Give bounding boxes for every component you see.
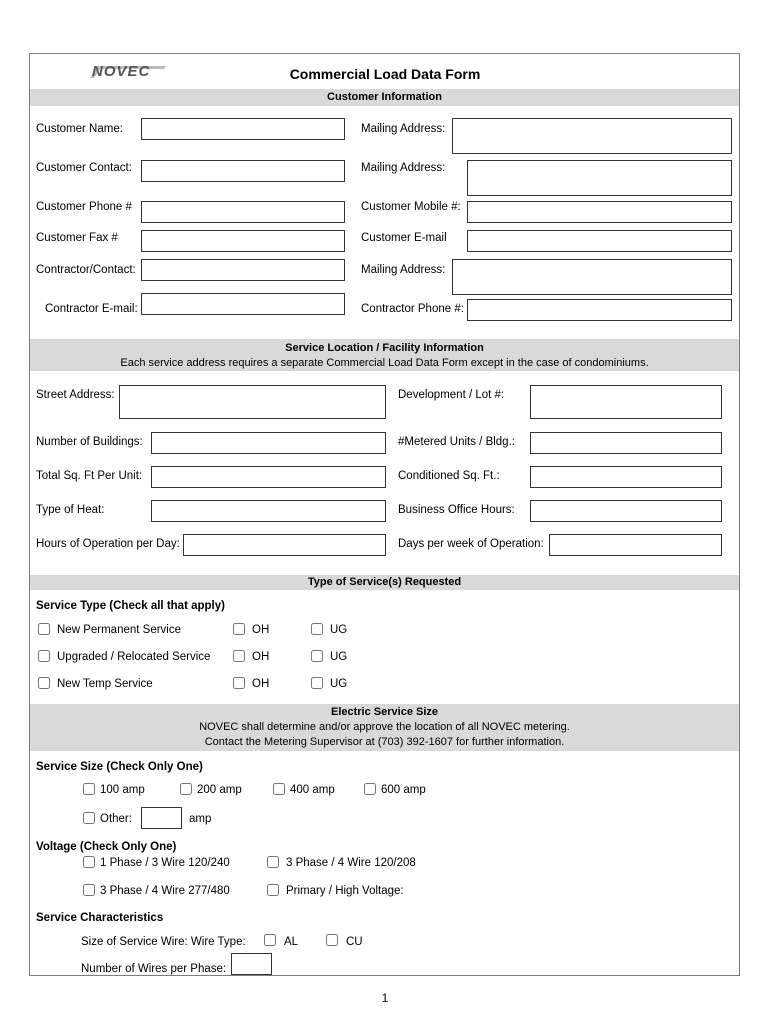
novec-logo-text: NOVEC xyxy=(92,63,151,80)
business-hours-label: Business Office Hours: xyxy=(398,504,515,516)
new-permanent-oh-label: OH xyxy=(252,624,270,636)
new-permanent-ug-label: UG xyxy=(330,624,348,636)
other-amp-label: Other: xyxy=(100,813,132,825)
hours-operation-input[interactable] xyxy=(183,534,386,556)
amp-100-label: 100 amp xyxy=(100,784,145,796)
voltage-3ph-120-208-label: 3 Phase / 4 Wire 120/208 xyxy=(286,857,416,869)
amp-600-label: 600 amp xyxy=(381,784,426,796)
customer-mobile-label: Customer Mobile #: xyxy=(361,201,461,213)
number-buildings-label: Number of Buildings: xyxy=(36,436,143,448)
wire-al-label: AL xyxy=(284,936,299,948)
voltage-1ph-120-240-label: 1 Phase / 3 Wire 120/240 xyxy=(100,857,230,869)
mailing-address-label-2: Mailing Address: xyxy=(361,162,446,174)
total-sqft-input[interactable] xyxy=(151,466,386,488)
page-title: Commercial Load Data Form xyxy=(289,66,481,82)
street-address-label: Street Address: xyxy=(36,389,115,401)
mailing-address-input-1[interactable] xyxy=(452,118,732,154)
mailing-address-label-3: Mailing Address: xyxy=(361,264,446,276)
contractor-phone-input[interactable] xyxy=(467,299,732,321)
upgraded-relocated-ug-label: UG xyxy=(330,651,348,663)
voltage-3ph-277-480-label: 3 Phase / 4 Wire 277/480 xyxy=(100,885,230,897)
new-temp-ug-checkbox[interactable] xyxy=(311,677,323,689)
page-number: 1 xyxy=(381,991,389,1005)
service-characteristics-heading: Service Characteristics xyxy=(36,912,164,924)
wire-cu-checkbox[interactable] xyxy=(326,934,338,946)
upgraded-relocated-ug-checkbox[interactable] xyxy=(311,650,323,662)
other-amp-input[interactable] xyxy=(141,807,182,829)
conditioned-sqft-label: Conditioned Sq. Ft.: xyxy=(398,470,500,482)
voltage-3ph-120-208-checkbox[interactable] xyxy=(267,856,279,868)
voltage-primary-high-checkbox[interactable] xyxy=(267,884,279,896)
contractor-email-input[interactable] xyxy=(141,293,345,315)
amp-200-label: 200 amp xyxy=(197,784,242,796)
customer-fax-input[interactable] xyxy=(141,230,345,252)
customer-email-input[interactable] xyxy=(467,230,732,252)
type-heat-input[interactable] xyxy=(151,500,386,522)
street-address-input[interactable] xyxy=(119,385,386,419)
development-lot-input[interactable] xyxy=(530,385,722,419)
days-week-label: Days per week of Operation: xyxy=(398,538,544,550)
type-heat-label: Type of Heat: xyxy=(36,504,105,516)
mailing-address-input-2[interactable] xyxy=(467,160,732,196)
voltage-primary-high-label: Primary / High Voltage: xyxy=(286,885,404,897)
upgraded-relocated-oh-label: OH xyxy=(252,651,270,663)
mailing-address-label-1: Mailing Address: xyxy=(361,123,446,135)
new-temp-label: New Temp Service xyxy=(57,678,153,690)
customer-name-input[interactable] xyxy=(141,118,345,140)
contractor-contact-input[interactable] xyxy=(141,259,345,281)
wire-type-label: Size of Service Wire: Wire Type: xyxy=(81,936,246,948)
voltage-1ph-120-240-checkbox[interactable] xyxy=(83,856,95,868)
new-temp-checkbox[interactable] xyxy=(38,677,50,689)
amp-600-checkbox[interactable] xyxy=(364,783,376,795)
other-amp-unit: amp xyxy=(189,813,212,825)
upgraded-relocated-oh-checkbox[interactable] xyxy=(233,650,245,662)
mailing-address-input-3[interactable] xyxy=(452,259,732,295)
customer-phone-input[interactable] xyxy=(141,201,345,223)
days-week-input[interactable] xyxy=(549,534,722,556)
customer-mobile-input[interactable] xyxy=(467,201,732,223)
contractor-phone-label: Contractor Phone #: xyxy=(361,303,464,315)
new-permanent-ug-checkbox[interactable] xyxy=(311,623,323,635)
service-location-heading xyxy=(30,339,739,371)
service-type-heading: Type of Service(s) Requested xyxy=(30,575,739,590)
amp-200-checkbox[interactable] xyxy=(180,783,192,795)
customer-contact-label: Customer Contact: xyxy=(36,162,132,174)
new-temp-ug-label: UG xyxy=(330,678,348,690)
customer-contact-input[interactable] xyxy=(141,160,345,182)
metered-units-label: #Metered Units / Bldg.: xyxy=(398,436,515,448)
metered-units-input[interactable] xyxy=(530,432,722,454)
upgraded-relocated-checkbox[interactable] xyxy=(38,650,50,662)
customer-phone-label: Customer Phone # xyxy=(36,201,132,213)
amp-400-checkbox[interactable] xyxy=(273,783,285,795)
new-permanent-checkbox[interactable] xyxy=(38,623,50,635)
electric-size-heading xyxy=(30,704,739,751)
new-temp-oh-checkbox[interactable] xyxy=(233,677,245,689)
metering-note-2: Contact the Metering Supervisor at (703) 392-1607 for further information. xyxy=(204,736,565,748)
upgraded-relocated-label: Upgraded / Relocated Service xyxy=(57,651,211,663)
amp-100-checkbox[interactable] xyxy=(83,783,95,795)
development-lot-label: Development / Lot #: xyxy=(398,389,505,401)
wires-per-phase-input[interactable] xyxy=(231,953,272,975)
service-size-heading: Service Size (Check Only One) xyxy=(36,761,203,773)
customer-info-heading: Customer Information xyxy=(30,89,739,106)
voltage-heading: Voltage (Check Only One) xyxy=(36,841,177,853)
amp-400-label: 400 amp xyxy=(290,784,335,796)
hours-operation-label: Hours of Operation per Day: xyxy=(36,538,180,550)
wires-per-phase-label: Number of Wires per Phase: xyxy=(81,963,227,975)
customer-email-label: Customer E-mail xyxy=(361,232,447,244)
total-sqft-label: Total Sq. Ft Per Unit: xyxy=(36,470,143,482)
customer-name-label: Customer Name: xyxy=(36,123,123,135)
new-permanent-oh-checkbox[interactable] xyxy=(233,623,245,635)
new-permanent-label: New Permanent Service xyxy=(57,624,181,636)
service-location-title: Service Location / Facility Information xyxy=(285,342,484,354)
wire-al-checkbox[interactable] xyxy=(264,934,276,946)
electric-size-title: Electric Service Size xyxy=(330,706,438,718)
metering-note-1: NOVEC shall determine and/or approve the location of all NOVEC metering. xyxy=(199,721,570,733)
contractor-email-label: Contractor E-mail: xyxy=(45,303,138,315)
contractor-contact-label: Contractor/Contact: xyxy=(36,264,136,276)
new-temp-oh-label: OH xyxy=(252,678,270,690)
number-buildings-input[interactable] xyxy=(151,432,386,454)
service-location-note: Each service address requires a separate Commercial Load Data Form except in the case of condominiums. xyxy=(120,357,649,369)
customer-fax-label: Customer Fax # xyxy=(36,232,118,244)
other-amp-checkbox[interactable] xyxy=(83,812,95,824)
voltage-3ph-277-480-checkbox[interactable] xyxy=(83,884,95,896)
business-hours-input[interactable] xyxy=(530,500,722,522)
service-type-subheading: Service Type (Check all that apply) xyxy=(36,600,225,612)
conditioned-sqft-input[interactable] xyxy=(530,466,722,488)
wire-cu-label: CU xyxy=(346,936,363,948)
